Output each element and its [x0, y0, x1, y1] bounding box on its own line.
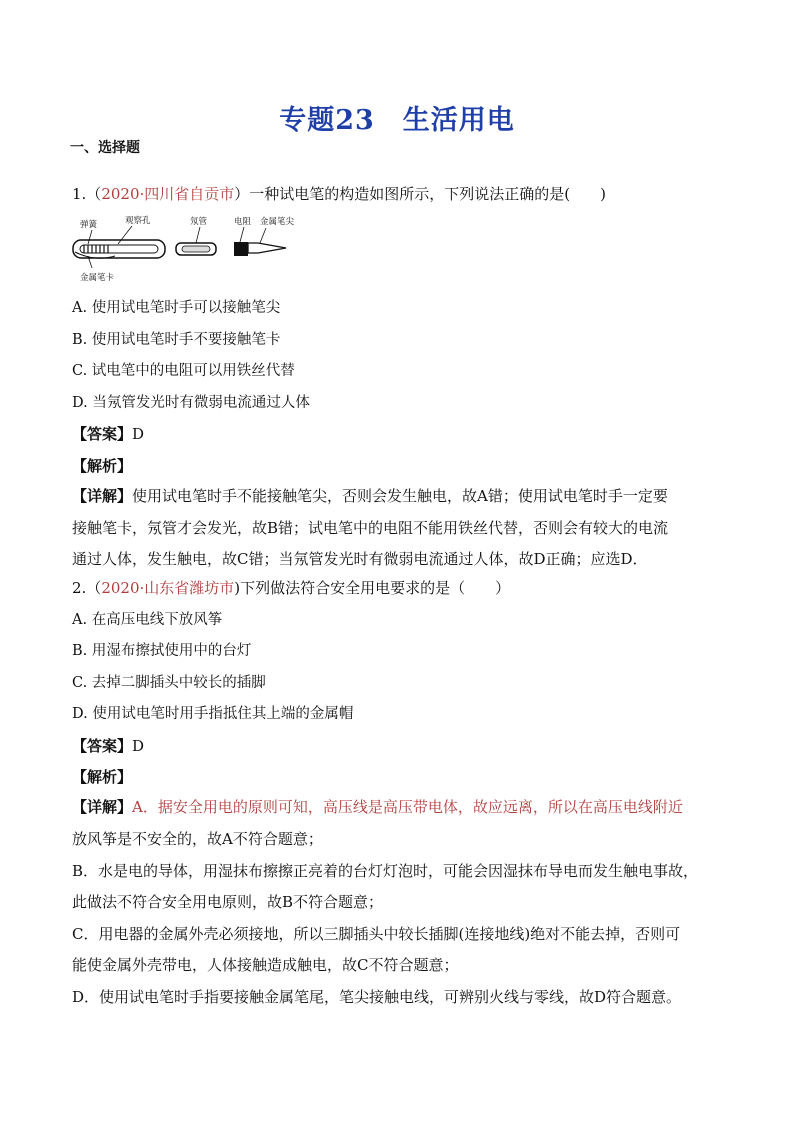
section-heading: 一、选择题 — [70, 140, 140, 156]
q2-detail-line-7: D．使用试电笔时手指要接触金属笔尾，笔尖接触电线，可辨别火线与零线，故D符合题意。 — [72, 988, 682, 1006]
label-neon: 氖管 — [190, 217, 208, 227]
q2-option-b: B. 用湿布擦拭使用中的台灯 — [72, 643, 252, 659]
q2-answer: 【答案】D — [72, 737, 145, 755]
q2-detail-line-6: 能使金属外壳带电，人体接触造成触电，故C不符合题意； — [72, 956, 459, 974]
q1-analysis-label: 【解析】 — [72, 457, 133, 475]
q1-option-b: B. 使用试电笔时手不要接触笔卡 — [72, 332, 281, 348]
q2-option-d: D. 使用试电笔时用手指抵住其上端的金属帽 — [72, 706, 354, 722]
q2-option-c: C. 去掉二脚插头中较长的插脚 — [72, 675, 266, 691]
question-2-source: 2020·山东省潍坊市 — [101, 579, 235, 597]
q2-detail-line-1: 【详解】A．据安全用电的原则可知，高压线是高压带电体，故应远离，所以在高压电线附近 — [72, 798, 683, 816]
q1-detail-line-3: 通过人体，发生触电，故C错；当氖管发光时有微弱电流通过人体，故D正确；应选D． — [72, 550, 648, 568]
label-tip: 金属笔尖 — [260, 217, 295, 227]
q1-detail-line-2: 接触笔卡，氖管才会发光，故B错；试电笔中的电阻不能用铁丝代替，否则会有较大的电流 — [72, 519, 669, 537]
q2-detail-line-3: B．水是电的导体，用湿抹布擦擦正亮着的台灯灯泡时，可能会因湿抹布导电而发生触电事故， — [72, 862, 699, 880]
q2-option-a: A. 在高压电线下放风筝 — [72, 612, 223, 628]
q2-detail-line-5: C．用电器的金属外壳必须接地，所以三脚插头中较长插脚(连接地线)绝对不能去掉，否则可 — [72, 925, 681, 943]
question-1-stem: 1.（2020·四川省自贡市）一种试电笔的构造如图所示，下列说法正确的是( ) — [72, 185, 606, 203]
q1-detail-line-1: 【详解】使用试电笔时手不能接触笔尖，否则会发生触电，故A错；使用试电笔时手一定要 — [72, 487, 668, 505]
q1-option-c: C. 试电笔中的电阻可以用铁丝代替 — [72, 363, 295, 379]
q2-detail-line-2: 放风筝是不安全的，故A不符合题意； — [72, 830, 323, 848]
label-window: 观察孔 — [125, 216, 151, 226]
label-resistor: 电阻 — [234, 217, 252, 227]
question-2-stem: 2.（2020·山东省潍坊市)下列做法符合安全用电要求的是（ ） — [72, 579, 511, 597]
label-clip: 金属笔卡 — [80, 273, 115, 283]
test-pencil-diagram — [70, 210, 320, 290]
page-title: 专题23 生活用电 — [279, 105, 515, 136]
q2-analysis-label: 【解析】 — [72, 768, 133, 786]
question-1-source: 2020·四川省自贡市 — [101, 185, 235, 203]
q1-option-a: A. 使用试电笔时手可以接触笔尖 — [72, 300, 281, 316]
label-spring: 弹簧 — [80, 220, 98, 230]
q2-detail-line-4: 此做法不符合安全用电原则，故B不符合题意； — [72, 893, 384, 911]
q1-option-d: D. 当氖管发光时有微弱电流通过人体 — [72, 395, 310, 411]
q1-answer: 【答案】D — [72, 425, 145, 443]
